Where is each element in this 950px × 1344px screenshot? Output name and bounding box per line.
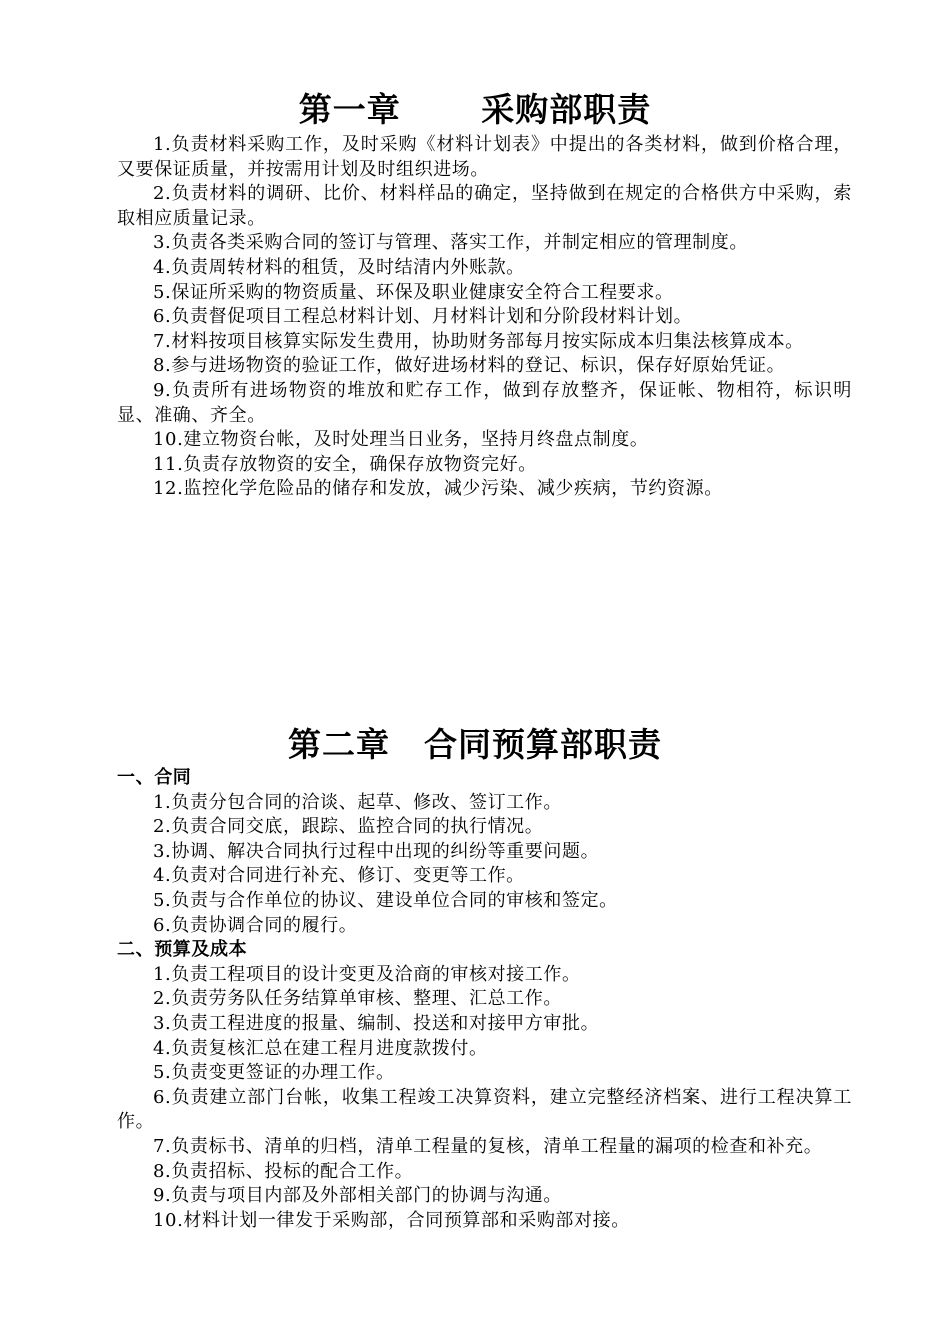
chapter1-item-3: 3.负责各类采购合同的签订与管理、落实工作，并制定相应的管理制度。	[153, 232, 748, 254]
chapter1-body	[117, 133, 852, 502]
budget-item-8: 8.负责招标、投标的配合工作。	[153, 1160, 414, 1182]
chapter1-item-6: 6.负责督促项目工程总材料计划、月材料计划和分阶段材料计划。	[153, 306, 693, 328]
contract-item-6: 6.负责协调合同的履行。	[153, 914, 358, 936]
chapter1-item-10: 10.建立物资台帐，及时处理当日业务，坚持月终盘点制度。	[153, 429, 649, 451]
chapter1-item-11: 11.负责存放物资的安全，确保存放物资完好。	[153, 453, 537, 475]
section-heading-contract: 一、合同	[117, 767, 192, 788]
contract-item-5: 5.负责与合作单位的协议、建设单位合同的审核和签定。	[153, 889, 618, 911]
contract-item-1: 1.负责分包合同的洽谈、起草、修改、签订工作。	[153, 791, 562, 813]
budget-item-10: 10.材料计划一律发于采购部，合同预算部和采购部对接。	[153, 1209, 630, 1231]
chapter1-item-9: 9.负责所有进场物资的堆放和贮存工作，做到存放整齐，保证帐、物相符，标识明显、准确、齐全。	[117, 379, 852, 426]
contract-item-3: 3.协调、解决合同执行过程中出现的纠纷等重要问题。	[153, 840, 600, 862]
chapter1-item-7: 7.材料按项目核算实际发生费用，协助财务部每月按实际成本归集法核算成本。	[153, 330, 804, 352]
budget-item-4: 4.负责复核汇总在建工程月进度款拨付。	[153, 1037, 488, 1059]
contract-item-2: 2.负责合同交底，跟踪、监控合同的执行情况。	[153, 816, 544, 838]
budget-item-2: 2.负责劳务队任务结算单审核、整理、汇总工作。	[153, 988, 562, 1010]
contract-item-4: 4.负责对合同进行补充、修订、变更等工作。	[153, 865, 525, 887]
chapter1-item-1: 1.负责材料采购工作，及时采购《材料计划表》中提出的各类材料，做到价格合理，又要保证质量，并按需用计划及时组织进场。	[117, 134, 852, 180]
budget-item-3: 3.负责工程进度的报量、编制、投送和对接甲方审批。	[153, 1012, 600, 1034]
chapter1-item-8: 8.参与进场物资的验证工作，做好进场材料的登记、标识，保存好原始凭证。	[153, 355, 786, 377]
chapter2-title: 第二章 合同预算部职责	[288, 725, 662, 764]
chapter1-item-5: 5.保证所采购的物资质量、环保及职业健康安全符合工程要求。	[153, 281, 674, 303]
section-heading-budget: 二、预算及成本	[117, 939, 248, 961]
budget-item-7: 7.负责标书、清单的归档，清单工程量的复核，清单工程量的漏项的检查和补充。	[153, 1135, 823, 1157]
chapter1-item-4: 4.负责周转材料的租赁，及时结清内外账款。	[153, 256, 525, 278]
chapter1-title: 第一章 采购部职责	[298, 90, 652, 129]
budget-item-9: 9.负责与项目内部及外部相关部门的协调与沟通。	[153, 1185, 562, 1207]
chapter1-item-2: 2.负责材料的调研、比价、材料样品的确定，坚持做到在规定的合格供方中采购，索取相应质量记录。	[117, 183, 852, 229]
budget-item-5: 5.负责变更签证的办理工作。	[153, 1062, 395, 1084]
chapter2-body	[117, 766, 852, 1233]
chapter1-item-12: 12.监控化学危险品的储存和发放，减少污染、减少疾病，节约资源。	[153, 478, 723, 500]
budget-item-1: 1.负责工程项目的设计变更及洽商的审核对接工作。	[153, 963, 581, 985]
budget-item-6: 6.负责建立部门台帐，收集工程竣工决算资料，建立完整经济档案、进行工程决算工作。	[117, 1086, 852, 1133]
